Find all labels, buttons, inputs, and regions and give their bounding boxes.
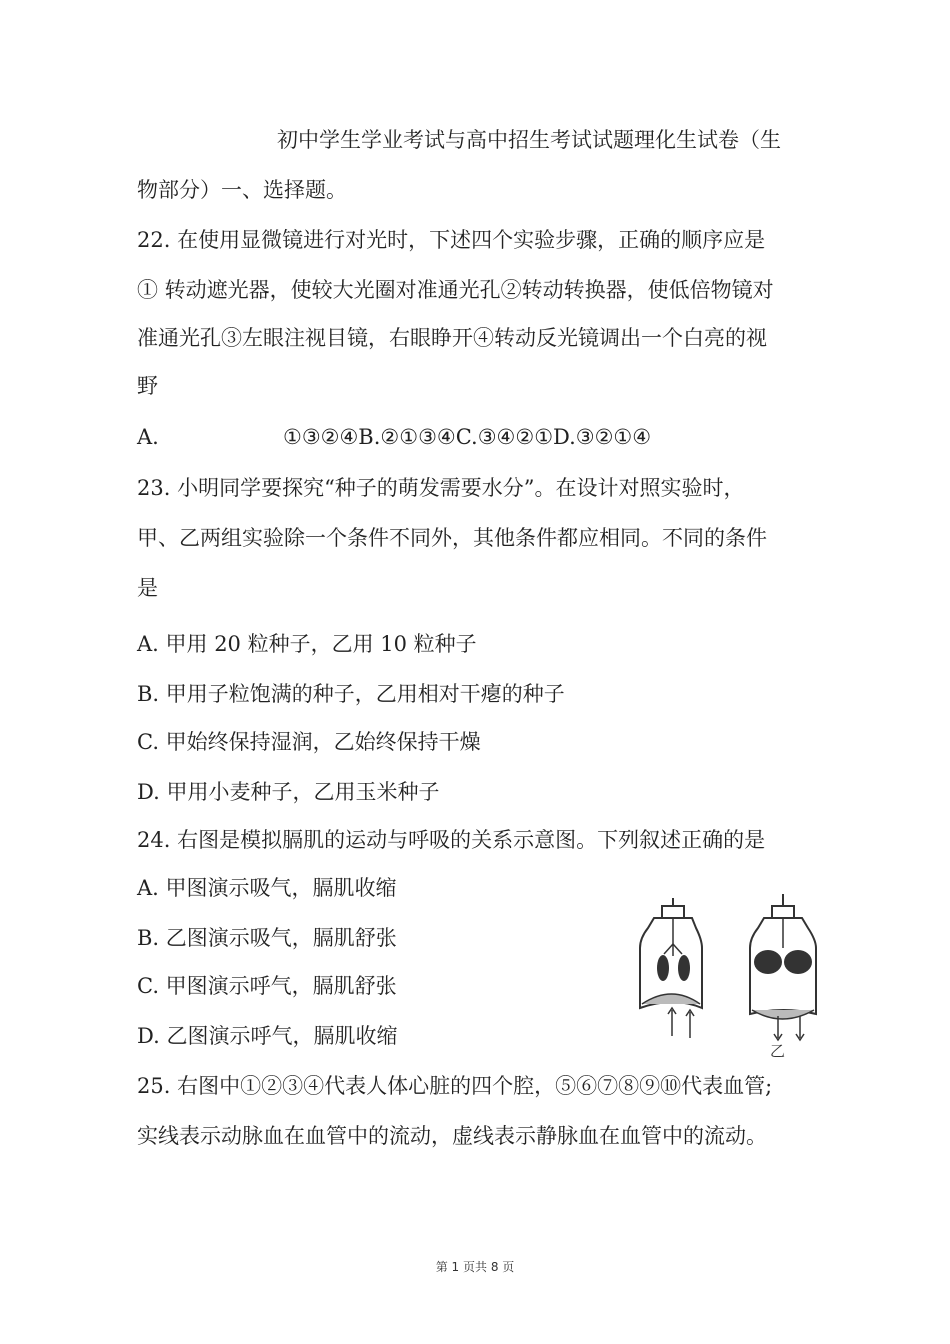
paper-title-line1: 初中学生学业考试与高中招生考试试题理化生试卷（生 bbox=[277, 128, 781, 152]
q24-stem: 24. 右图是模拟膈肌的运动与呼吸的关系示意图。下列叙述正确的是 bbox=[137, 828, 766, 852]
q22-stem-line1: 22. 在使用显微镜进行对光时，下述四个实验步骤，正确的顺序应是 bbox=[137, 228, 766, 252]
q22-stem-line2: ① 转动遮光器，使较大光圈对准通光孔②转动转换器，使低倍物镜对 bbox=[137, 278, 774, 302]
page-footer: 第 1 页共 8 页 bbox=[435, 1260, 515, 1274]
bell-jar-diagram bbox=[634, 888, 850, 1060]
q22-options: ①③②④B.②①③④C.③④②①D.③②①④ bbox=[283, 425, 652, 449]
lung-left-jar-2 bbox=[678, 955, 690, 981]
arrows-right bbox=[774, 1016, 804, 1040]
arrows-left bbox=[668, 1008, 694, 1038]
q25-stem-line1: 25. 右图中①②③④代表人体心脏的四个腔，⑤⑥⑦⑧⑨⑩代表血管; bbox=[137, 1074, 773, 1098]
q23-option-a: A. 甲用 20 粒种子，乙用 10 粒种子 bbox=[137, 632, 477, 656]
lung-left-jar-1 bbox=[657, 955, 669, 981]
q23-option-b: B. 甲用子粒饱满的种子，乙用相对干瘪的种子 bbox=[137, 682, 565, 706]
q24-option-a: A. 甲图演示吸气，膈肌收缩 bbox=[137, 876, 397, 900]
q23-stem-line2: 甲、乙两组实验除一个条件不同外，其他条件都应相同。不同的条件 bbox=[137, 526, 767, 550]
q23-stem-line3: 是 bbox=[137, 576, 158, 600]
q24-option-d: D. 乙图演示呼气，膈肌收缩 bbox=[137, 1024, 398, 1048]
lung-right-jar-2 bbox=[784, 950, 812, 974]
q22-option-a-label: A. bbox=[137, 425, 159, 449]
bell-jar-left bbox=[640, 898, 702, 1008]
q24-option-b: B. 乙图演示吸气，膈肌舒张 bbox=[137, 926, 397, 950]
q22-stem-line4: 野 bbox=[137, 374, 158, 398]
figure-label-right: 乙 bbox=[770, 1042, 786, 1060]
q23-option-c: C. 甲始终保持湿润，乙始终保持干燥 bbox=[137, 730, 481, 754]
q23-option-d: D. 甲用小麦种子，乙用玉米种子 bbox=[137, 780, 440, 804]
q25-stem-line2: 实线表示动脉血在血管中的流动，虚线表示静脉血在血管中的流动。 bbox=[137, 1124, 767, 1148]
paper-title-line2: 物部分）一、选择题。 bbox=[137, 178, 347, 202]
diaphragm-model-figure bbox=[634, 888, 850, 1060]
diaphragm-left bbox=[642, 994, 700, 1004]
diaphragm-right bbox=[752, 1010, 814, 1019]
q23-stem-line1: 23. 小明同学要探究“种子的萌发需要水分”。在设计对照实验时， bbox=[137, 476, 745, 500]
q22-stem-line3: 准通光孔③左眼注视目镜，右眼睁开④转动反光镜调出一个白亮的视 bbox=[137, 326, 767, 350]
lung-right-jar-1 bbox=[754, 950, 782, 974]
q24-option-c: C. 甲图演示呼气，膈肌舒张 bbox=[137, 974, 397, 998]
